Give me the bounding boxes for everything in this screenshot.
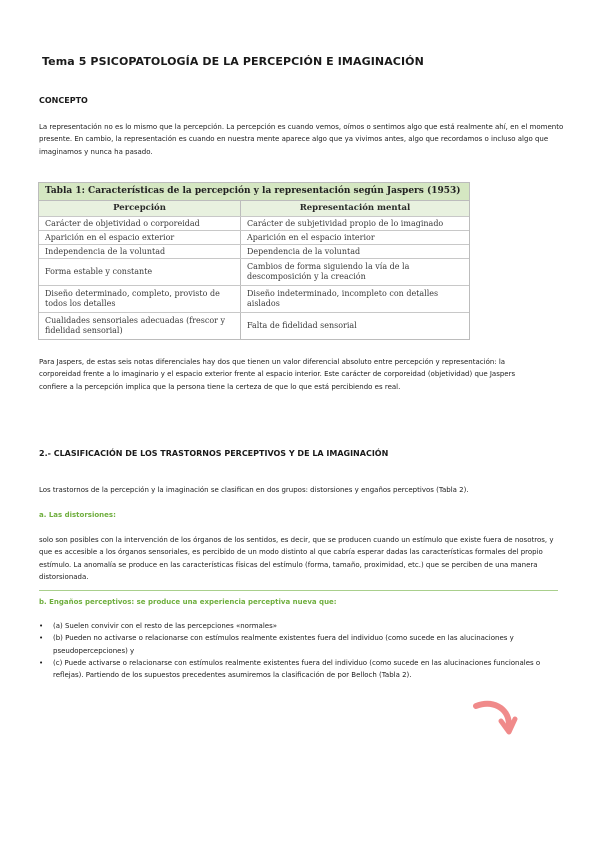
- table-row: [39, 312, 469, 339]
- table-row: [39, 285, 469, 312]
- bullet-dot: •: [39, 634, 44, 643]
- list-item: [39, 657, 559, 682]
- table-cell: Dependencia de la voluntad: [247, 246, 361, 256]
- table-cell: Falta de fidelidad sensorial: [247, 321, 357, 330]
- table-cell: Forma estable y constante: [39, 259, 241, 285]
- concepto-paragraph: La representación no es lo mismo que la percepción. La percepción es cuando vemos, oímos o sentimos algo que está realmente ahí, en el momento presente. En cambio, la representación es cuando en nuestra mente aparece algo que ya vivimos antes, algo que recordamos o incluso algo que imaginamos y nunca ha pasado.: [39, 123, 564, 156]
- concepto-heading: CONCEPTO: [39, 96, 88, 105]
- table-row: [39, 230, 469, 244]
- table-cell: Cualidades sensoriales adecuadas (frescor y fidelidad sensorial): [39, 313, 241, 339]
- distorsiones-heading: a. Las distorsiones:: [39, 511, 116, 519]
- list-item-text: (a) Suelen convivir con el resto de las percepciones «normales»: [53, 622, 278, 630]
- page-title: Tema 5 PSICOPATOLOGÍA DE LA PERCEPCIÓN E IMAGINACIÓN: [42, 55, 424, 68]
- table-caption: Tabla 1: Características de la percepción y la representación según Jaspers (1953): [39, 183, 469, 200]
- bullet-dot: •: [39, 622, 44, 630]
- distorsiones-paragraph: solo son posibles con la intervención de los órganos de los sentidos, es decir, que se producen cuando un estímulo que existe fuera de nosotros, y que es accesible a los órganos sensoriales, es percibido de un modo distinto al que cabría esperar dadas las características formales del propio estímulo. La anomalía se produce en las características físicas del estímulo (forma, tamaño, proximidad, etc.) que se perciben de una manera distorsionada.: [39, 536, 554, 581]
- table-cell: Carácter de subjetividad propio de lo imaginado: [247, 218, 444, 228]
- enganos-heading: b. Engaños perceptivos: se produce una experiencia perceptiva nueva que:: [39, 598, 337, 606]
- table-header-percepcion: Percepción: [39, 201, 241, 216]
- table-cell: Diseño determinado, completo, provisto de todos los detalles: [39, 286, 241, 312]
- list-item: [39, 632, 559, 657]
- table-cell: Diseño indeterminado, incompleto con detalles aislados: [247, 289, 439, 308]
- table-header-representacion: Representación mental: [299, 203, 411, 213]
- table-header-row: [39, 200, 469, 216]
- curved-arrow-icon: [470, 697, 518, 737]
- table-row: [39, 258, 469, 285]
- table-cell: Cambios de forma siguiendo la vía de la descomposición y la creación: [247, 262, 410, 281]
- list-item-text: (c) Puede activarse o relacionarse con estímulos realmente existentes fuera del individuo (como sucede en las alucinaciones funcionales o reflejas). Partiendo de los supuestos precedentes asumiremos la clasificación de por Belloch (Tabla 2).: [53, 658, 541, 680]
- table-cell: Independencia de la voluntad: [39, 245, 241, 258]
- jaspers-paragraph: Para Jaspers, de estas seis notas diferenciales hay dos que tienen un valor diferencial absoluto entre percepción y representación: la corporeidad frente a lo imaginario y el espacio exterior frente al espacio interior. Este carácter de corporeidad (objetividad) que Jaspers confiere a la percepción implica que la persona tiene la certeza de que lo que está percibiendo es real.: [39, 358, 516, 391]
- list-item-text: (b) Pueden no activarse o relacionarse con estímulos realmente existentes fuera del individuo (como sucede en las alucinaciones y pseudopercepciones) y: [53, 634, 514, 655]
- table-cell: Aparición en el espacio interior: [247, 232, 375, 242]
- section2-intro: Los trastornos de la percepción y la imaginación se clasifican en dos grupos: distorsiones y engaños perceptivos (Tabla 2).: [39, 486, 469, 494]
- list-item: [39, 620, 559, 632]
- table-row: [39, 216, 469, 230]
- jaspers-table: [38, 182, 470, 340]
- table-row: [39, 244, 469, 258]
- enganos-list: [39, 620, 559, 681]
- table-cell: Carácter de objetividad o corporeidad: [39, 217, 241, 230]
- section2-heading: 2.- CLASIFICACIÓN DE LOS TRASTORNOS PERCEPTIVOS Y DE LA IMAGINACIÓN: [39, 449, 389, 458]
- bullet-dot: •: [39, 658, 44, 667]
- table-cell: Aparición en el espacio exterior: [39, 231, 241, 244]
- green-divider: [39, 590, 558, 591]
